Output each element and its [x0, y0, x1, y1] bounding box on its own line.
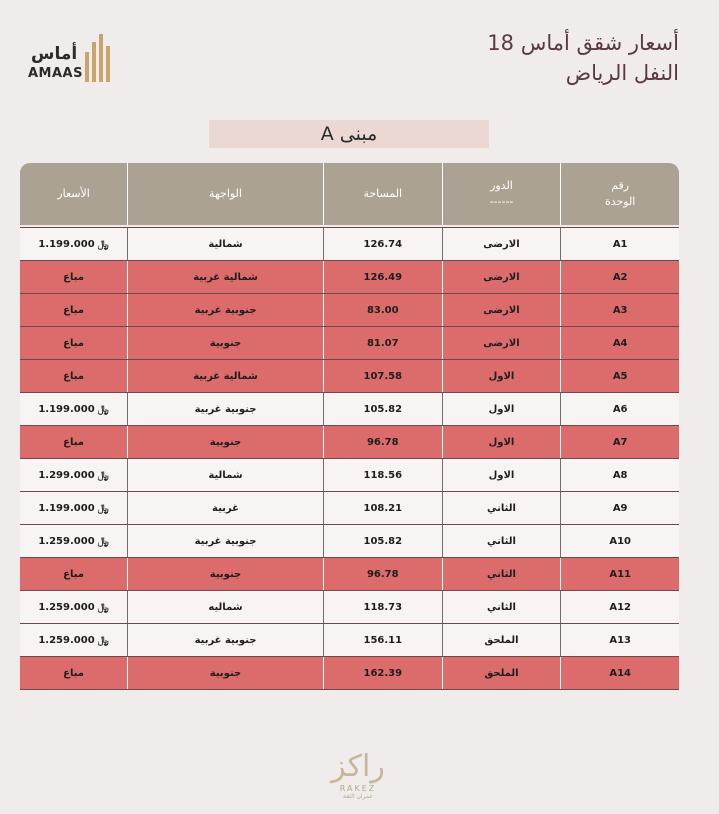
riyal-icon: ﷼	[97, 469, 109, 481]
table-row	[20, 590, 679, 623]
table-row	[20, 623, 679, 656]
cell-floor: الثاني	[442, 558, 561, 590]
header-price: الأسعار	[57, 187, 90, 200]
cell-facing: غربية	[127, 492, 323, 524]
price-value: 1.259.000	[38, 601, 95, 613]
cell-floor: الاول	[442, 426, 561, 458]
cell-price: مباع	[63, 304, 84, 316]
cell-area: 108.21	[323, 492, 442, 524]
cell-unit: A2	[560, 261, 679, 293]
cell-price: مباع	[63, 667, 84, 679]
building-label: مبنى A	[209, 120, 489, 148]
cell-unit: A10	[560, 525, 679, 557]
cell-floor: الارضى	[442, 261, 561, 293]
cell-area: 107.58	[323, 360, 442, 392]
cell-unit: A13	[560, 624, 679, 656]
cell-unit: A7	[560, 426, 679, 458]
cell-floor: الثاني	[442, 525, 561, 557]
cell-price	[20, 393, 127, 425]
cell-price	[20, 591, 127, 623]
cell-floor: الارضى	[442, 228, 561, 260]
cell-floor: الملحق	[442, 624, 561, 656]
cell-facing: جنوبية	[127, 657, 323, 689]
cell-area: 96.78	[323, 558, 442, 590]
price-value: 1.299.000	[38, 469, 95, 481]
price-value: 1.199.000	[38, 403, 95, 415]
cell-price	[20, 492, 127, 524]
table-row	[20, 293, 679, 326]
cell-floor: الاول	[442, 393, 561, 425]
cell-unit: A11	[560, 558, 679, 590]
cell-price	[20, 459, 127, 491]
cell-area: 105.82	[323, 393, 442, 425]
price-value: 1.199.000	[38, 502, 95, 514]
cell-unit: A4	[560, 327, 679, 359]
logo-english: AMAAS	[28, 66, 83, 81]
cell-facing: شماليه	[127, 591, 323, 623]
table-row	[20, 458, 679, 491]
cell-price: مباع	[63, 568, 84, 580]
table-row	[20, 326, 679, 359]
cell-facing: جنوبية غربية	[127, 525, 323, 557]
cell-unit: A12	[560, 591, 679, 623]
cell-area: 83.00	[323, 294, 442, 326]
rakez-logo	[318, 750, 398, 810]
cell-facing: شمالية	[127, 228, 323, 260]
header-floor	[442, 163, 561, 225]
footer-english: RAKEZ	[339, 784, 377, 793]
cell-unit: A14	[560, 657, 679, 689]
cell-unit: A5	[560, 360, 679, 392]
cell-area: 156.11	[323, 624, 442, 656]
cell-facing: شمالية غربية	[127, 261, 323, 293]
cell-price	[20, 525, 127, 557]
cell-floor: الارضى	[442, 294, 561, 326]
cell-price: مباع	[63, 436, 84, 448]
table-row	[20, 524, 679, 557]
cell-unit: A1	[560, 228, 679, 260]
header-facing: الواجهة	[127, 163, 323, 225]
cell-facing: جنوبية	[127, 327, 323, 359]
cell-area: 105.82	[323, 525, 442, 557]
cell-price: مباع	[63, 370, 84, 382]
title-line-2: النفل الرياض	[565, 61, 679, 85]
price-value: 1.199.000	[38, 238, 95, 250]
header-floor-line-2: ------	[489, 195, 514, 208]
price-value: 1.259.000	[38, 634, 95, 646]
table-row	[20, 260, 679, 293]
cell-facing: جنوبية	[127, 426, 323, 458]
riyal-icon: ﷼	[97, 634, 109, 646]
riyal-icon: ﷼	[97, 535, 109, 547]
table-row	[20, 425, 679, 458]
riyal-icon: ﷼	[97, 403, 109, 415]
cell-area: 162.39	[323, 657, 442, 689]
cell-floor: الارضى	[442, 327, 561, 359]
cell-area: 126.49	[323, 261, 442, 293]
cell-price: مباع	[63, 337, 84, 349]
riyal-icon: ﷼	[97, 502, 109, 514]
cell-facing: جنوبية غربية	[127, 624, 323, 656]
cell-facing: جنوبية غربية	[127, 294, 323, 326]
cell-area: 81.07	[323, 327, 442, 359]
cell-area: 96.78	[323, 426, 442, 458]
cell-price: مباع	[63, 271, 84, 283]
table-row	[20, 227, 679, 260]
table-row	[20, 359, 679, 392]
building-bars-icon	[83, 34, 111, 82]
header-unit-line-1: رقم	[611, 179, 630, 192]
header-area: المساحة	[323, 163, 442, 225]
cell-floor: الاول	[442, 360, 561, 392]
cell-facing: جنوبية غربية	[127, 393, 323, 425]
riyal-icon: ﷼	[97, 601, 109, 613]
cell-floor: الاول	[442, 459, 561, 491]
footer-arabic: راكز	[331, 749, 385, 784]
header-unit	[560, 163, 679, 225]
title-line-1: أسعار شقق أماس 18	[487, 31, 679, 55]
cell-floor: الملحق	[442, 657, 561, 689]
cell-unit: A8	[560, 459, 679, 491]
header-floor-line-1: الدور	[490, 179, 513, 192]
cell-unit: A9	[560, 492, 679, 524]
price-table	[20, 163, 679, 690]
cell-unit: A3	[560, 294, 679, 326]
amaas-logo	[28, 34, 118, 94]
cell-price	[20, 228, 127, 260]
table-body	[20, 227, 679, 690]
table-row	[20, 656, 679, 690]
cell-area: 126.74	[323, 228, 442, 260]
cell-floor: الثاني	[442, 492, 561, 524]
cell-area: 118.56	[323, 459, 442, 491]
cell-area: 118.73	[323, 591, 442, 623]
price-value: 1.259.000	[38, 535, 95, 547]
table-row	[20, 491, 679, 524]
page-title	[487, 28, 679, 88]
table-row	[20, 557, 679, 590]
cell-facing: شمالية	[127, 459, 323, 491]
header-unit-line-2: الوحدة	[604, 195, 636, 208]
cell-facing: جنوبية	[127, 558, 323, 590]
table-row	[20, 392, 679, 425]
riyal-icon: ﷼	[97, 238, 109, 250]
table-header	[20, 163, 679, 225]
cell-facing: شمالية غربية	[127, 360, 323, 392]
logo-arabic: أماس	[31, 44, 78, 64]
cell-unit: A6	[560, 393, 679, 425]
cell-floor: الثاني	[442, 591, 561, 623]
cell-price	[20, 624, 127, 656]
footer-subtitle: عمران الثقة	[343, 793, 373, 800]
